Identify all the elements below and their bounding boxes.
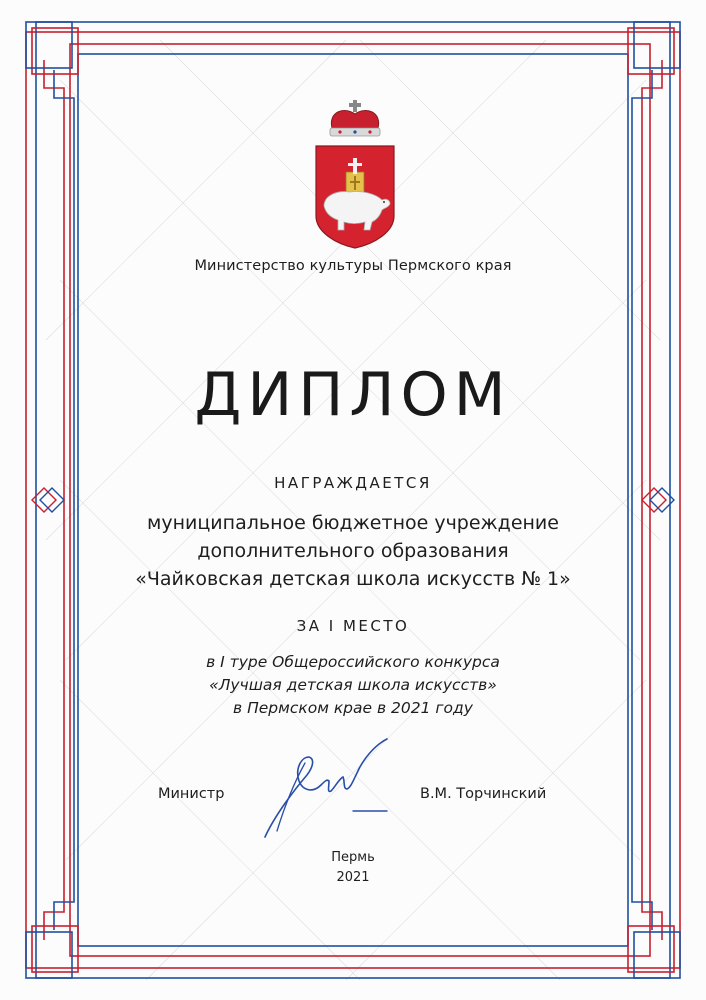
- recipient-line-2: дополнительного образования: [197, 540, 509, 562]
- place-label: ЗА I МЕСТО: [296, 617, 410, 635]
- signer-name: В.М. Торчинский: [420, 786, 547, 802]
- city-label: Пермь: [331, 850, 375, 865]
- awarded-label: НАГРАЖДАЕТСЯ: [274, 474, 432, 492]
- corner-square-top-right: [628, 22, 680, 74]
- signature-icon: [255, 735, 395, 845]
- recipient-line-3: «Чайковская детская школа искусств № 1»: [135, 568, 571, 590]
- reason-line-3: в Пермском крае в 2021 году: [233, 699, 473, 717]
- corner-square-bottom-right: [628, 926, 680, 978]
- signer-position: Министр: [158, 786, 225, 802]
- ministry-name: Министерство культуры Пермского края: [194, 258, 512, 274]
- reason-line-2: «Лучшая детская школа искусств»: [209, 676, 497, 694]
- reason-line-1: в I туре Общероссийского конкурса: [206, 653, 500, 671]
- year-label: 2021: [336, 870, 370, 885]
- coat-of-arms-icon: [310, 98, 400, 250]
- recipient-line-1: муниципальное бюджетное учреждение: [147, 512, 559, 534]
- crown-icon: [330, 100, 380, 136]
- diploma-title: ДИПЛОМ: [194, 360, 512, 430]
